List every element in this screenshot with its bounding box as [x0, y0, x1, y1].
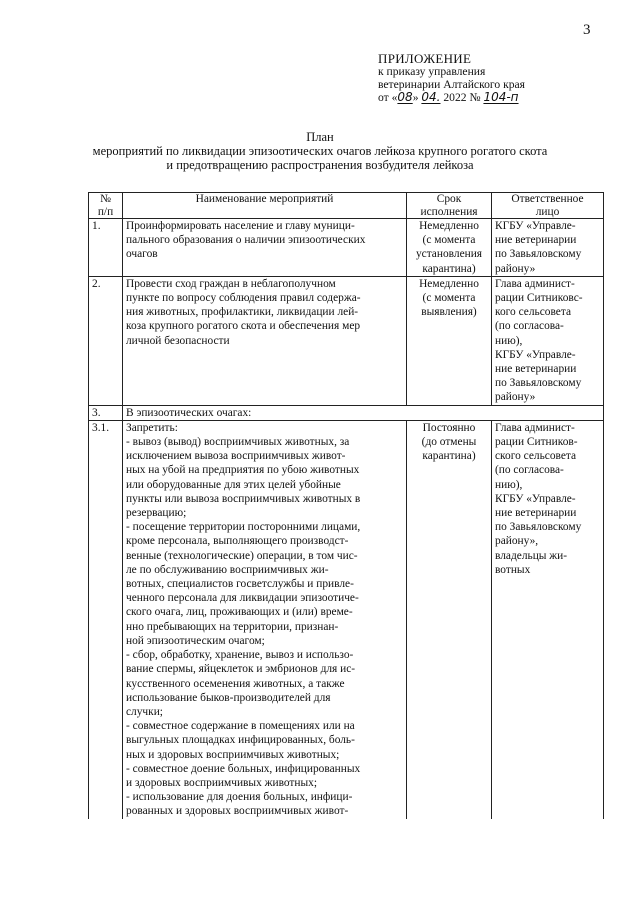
term-text-line: (с момента	[422, 234, 476, 247]
term-text-line: карантина)	[422, 450, 476, 463]
measure-text-line: использование быков-производителей для	[126, 691, 331, 704]
responsible-text-line: кого сельсовета	[495, 306, 572, 319]
appendix-title: ПРИЛОЖЕНИЕ	[378, 51, 472, 66]
responsible-text-line: ского сельсовета	[495, 450, 577, 463]
measure-text-line: ченного персонала для ликвидации эпизоотиче-	[126, 592, 359, 605]
responsible-text-line: (по согласова-	[495, 320, 564, 333]
appendix-header	[378, 52, 525, 104]
measure-text-line: коза крупного рогатого скота и обеспечения мер	[126, 320, 361, 333]
date-mid: »	[412, 91, 422, 104]
row-number	[89, 420, 123, 818]
measure-text-line: пункте по вопросу соблюдения правил содержа-	[126, 292, 361, 305]
measure-text-line: Провести сход граждан в неблагополучном	[126, 277, 336, 290]
handwritten-month: 04.	[421, 90, 441, 104]
row-number-line: 3.1.	[92, 421, 110, 434]
measure-text	[123, 420, 407, 818]
appendix-date-line	[378, 91, 525, 104]
measure-text-line: случки;	[126, 705, 163, 718]
measure-text-line: вание спермы, яйцеклеток и эмбрионов для ис-	[126, 663, 356, 676]
responsible-text-line: району»	[495, 391, 536, 404]
measure-text-line: ния животных, профилактики, ликвидации лей-	[126, 306, 359, 319]
measure-text-line: - вывоз (вывод) восприимчивых животных, за	[126, 436, 350, 449]
responsible-text-line: по Завьяловскому	[495, 248, 582, 261]
measure-text-line: или оборудованные для этих целей убойные	[126, 478, 341, 491]
row-number	[89, 219, 123, 277]
row-number-line: 3.	[92, 406, 101, 419]
row-number	[89, 276, 123, 405]
measure-text	[123, 405, 604, 420]
measure-text-line: - посещение территории посторонними лицами,	[126, 521, 361, 534]
plan-title	[0, 130, 640, 172]
table-row	[89, 420, 604, 818]
measure-text-line: В эпизоотических очагах:	[126, 406, 252, 419]
measure-text-line: ных и здоровых восприимчивых животных;	[126, 748, 340, 761]
header-num: № п/п	[89, 193, 123, 219]
responsible-text-line: ние ветеринарии	[495, 507, 577, 520]
measure-text-line: - сбор, обработку, хранение, вывоз и использо-	[126, 649, 354, 662]
responsible-text-line: нию),	[495, 334, 523, 347]
measure-text-line: кусственного осеменения животных, а также	[126, 677, 345, 690]
handwritten-day: 08	[397, 90, 413, 104]
measure-text-line: - совместное содержание в помещениях или на	[126, 720, 355, 733]
table-row	[89, 405, 604, 420]
responsible-text-line: ние ветеринарии	[495, 363, 577, 376]
term-text-line: (до отмены	[421, 436, 477, 449]
measure-text-line: пункты или вывоза восприимчивых животных в	[126, 492, 361, 505]
responsible-text-line: по Завьяловскому	[495, 377, 582, 390]
date-year: 2022 №	[440, 91, 481, 104]
responsible-text-line: Глава админист-	[495, 277, 575, 290]
measure-text-line: венные (технологические) операции, в том чис-	[126, 549, 358, 562]
responsible-text-line: Глава админист-	[495, 421, 575, 434]
measure-text-line: Проинформировать население и главу муници-	[126, 220, 355, 232]
row-number-line: 2.	[92, 277, 101, 290]
measure-text-line: пального образования о наличии эпизоотических	[126, 234, 366, 247]
responsible-text-line: рации Ситниковс-	[495, 292, 583, 305]
responsible-text	[492, 219, 604, 277]
responsible-text-line: по Завьяловскому	[495, 521, 582, 534]
responsible-text-line: КГБУ «Управле-	[495, 348, 576, 361]
header-name: Наименование мероприятий	[123, 193, 407, 219]
responsible-text-line: району»	[495, 262, 536, 275]
term-text-line: Немедленно	[419, 220, 479, 232]
header-responsible: Ответственное лицо	[492, 193, 604, 219]
measure-text-line: кроме персонала, выполняющего производст-	[126, 535, 349, 548]
measure-text	[123, 276, 407, 405]
responsible-text	[492, 276, 604, 405]
measure-text-line: вотных, специалистов госветслужбы и привле-	[126, 578, 354, 591]
handwritten-order-number: 104-п	[483, 90, 519, 104]
responsible-text-line: КГБУ «Управле-	[495, 220, 576, 232]
table-row	[89, 276, 604, 405]
term-text-line: (с момента	[422, 292, 476, 305]
measure-text-line: ле по обслуживанию восприимчивых жи-	[126, 563, 329, 576]
responsible-text-line: (по согласова-	[495, 464, 564, 477]
measure-text-line: - совместное доение больных, инфицированных	[126, 762, 361, 775]
plan-title-line-1: План	[306, 130, 334, 144]
header-term: Срок исполнения	[407, 193, 492, 219]
date-prefix: от «	[378, 91, 398, 104]
responsible-text-line: владельцы жи-	[495, 549, 568, 562]
term-text-line: Немедленно	[419, 277, 479, 290]
measure-text-line: исключением вывоза восприимчивых живот-	[126, 450, 346, 463]
measure-text-line: рованных и здоровых восприимчивых живот-	[126, 805, 349, 818]
responsible-text-line: ние ветеринарии	[495, 234, 577, 247]
measure-text-line: выгульных площадках инфицированных, боль-	[126, 734, 355, 747]
measure-text-line: резервацию;	[126, 507, 187, 520]
measure-text-line: и здоровых восприимчивых животных;	[126, 776, 318, 789]
term-text-line: карантина)	[422, 262, 476, 275]
measure-text-line: нно пребывающих на территории, признан-	[126, 620, 339, 633]
responsible-text-line: району»,	[495, 535, 539, 548]
responsible-text-line: вотных	[495, 563, 531, 576]
appendix-line-2: ветеринарии Алтайского края	[378, 78, 525, 91]
row-number-line: 1.	[92, 220, 101, 232]
plan-title-line-2: мероприятий по ликвидации эпизоотических очагов лейкоза крупного рогатого скота	[92, 144, 548, 158]
term-text	[407, 219, 492, 277]
responsible-text-line: КГБУ «Управле-	[495, 492, 576, 505]
measures-table	[88, 192, 604, 819]
term-text-line: установления	[415, 248, 483, 261]
measure-text-line: ных на убой на предприятия по убою животных	[126, 464, 360, 477]
measure-text-line: очагов	[126, 248, 158, 261]
row-number	[89, 405, 123, 420]
responsible-text-line: рации Ситников-	[495, 436, 578, 449]
table-header-row	[89, 193, 604, 219]
term-text-line: Постоянно	[422, 421, 476, 434]
appendix-line-1: к приказу управления	[378, 65, 486, 78]
page-number: 3	[583, 22, 591, 38]
plan-title-line-3: и предотвращению распространения возбудителя лейкоза	[166, 158, 474, 172]
measure-text-line: - использование для доения больных, инфици-	[126, 791, 353, 804]
responsible-text	[492, 420, 604, 818]
responsible-text-line: нию),	[495, 478, 523, 491]
measure-text-line: личной безопасности	[126, 334, 230, 347]
measure-text-line: ского очага, лиц, проживающих и (или) време-	[126, 606, 353, 619]
measure-text-line: ной эпизоотическим очагом;	[126, 634, 265, 647]
term-text-line: выявления)	[421, 306, 477, 319]
table-row	[89, 219, 604, 277]
term-text	[407, 420, 492, 818]
term-text	[407, 276, 492, 405]
measure-text-line: Запретить:	[126, 421, 178, 434]
measure-text	[123, 219, 407, 277]
